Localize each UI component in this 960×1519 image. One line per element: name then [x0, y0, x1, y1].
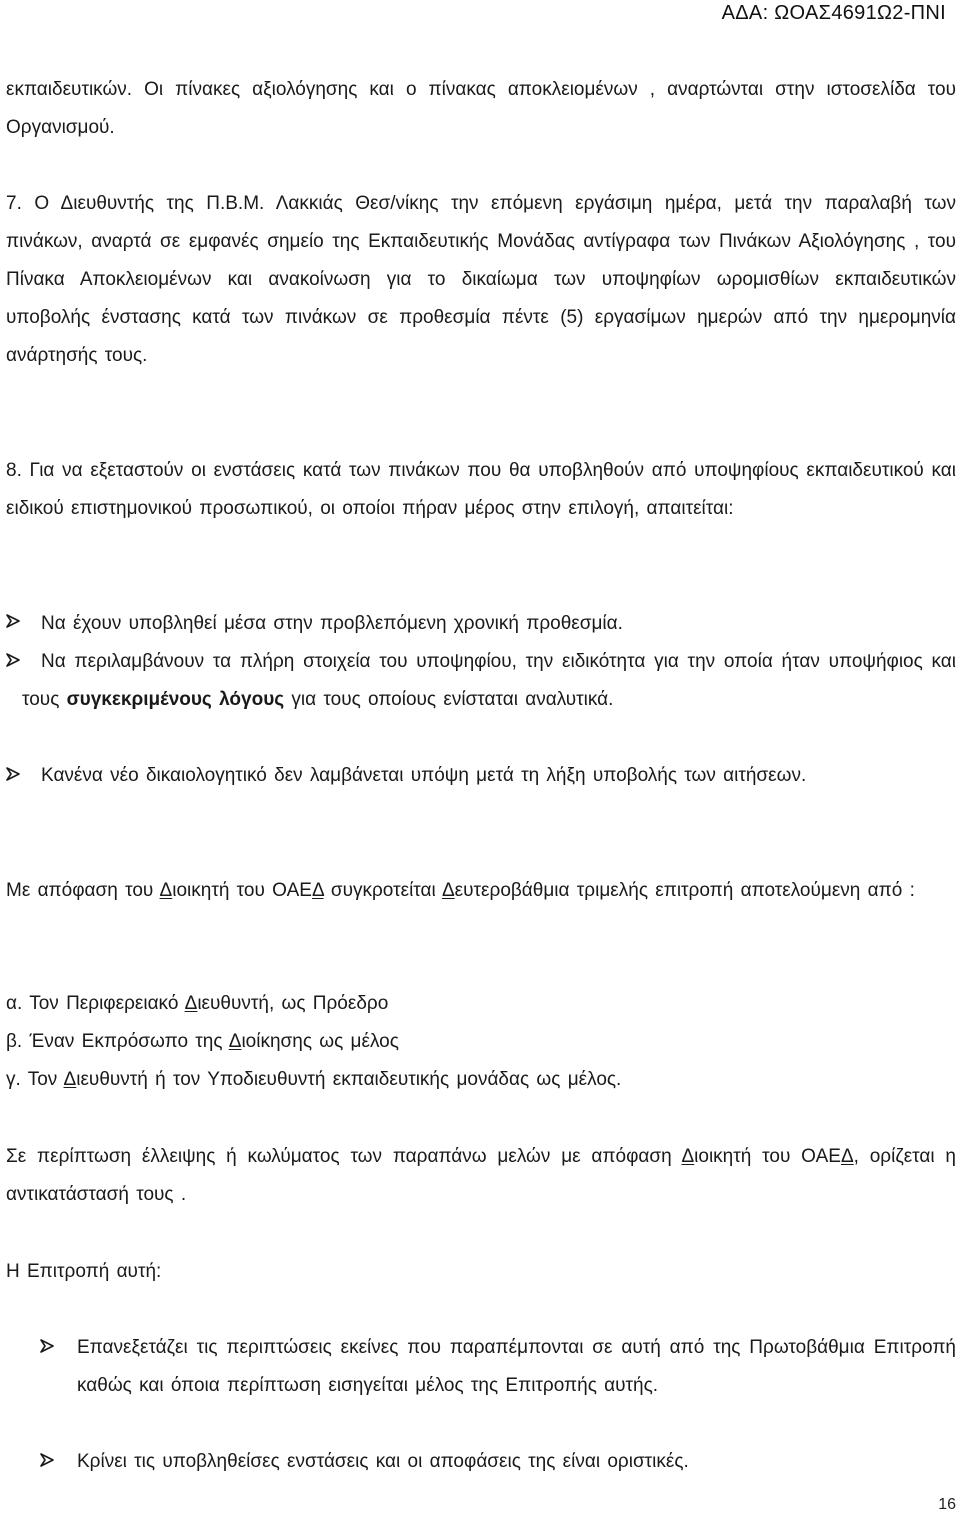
arrow-bullet-icon: [6, 767, 20, 781]
arrow-bullet-icon: [6, 614, 20, 628]
intro-paragraph: εκπαιδευτικών. Οι πίνακες αξιολόγησης και ο πίνακας αποκλειομένων , αναρτώνται στην ιστοσελίδα του Οργανισμού.: [6, 79, 956, 138]
absence-underlined-letter: Δ: [840, 1146, 854, 1167]
member-b: [6, 1023, 956, 1061]
requirement-2-text-end: για τους οποίους ενίσταται αναλυτικά.: [284, 689, 614, 710]
committee-text: Με απόφαση του: [6, 880, 160, 901]
committee-underlined-letter: Δ: [159, 880, 173, 901]
arrow-bullet-icon: [40, 1453, 54, 1467]
section-7-paragraph: 7. Ο Διευθυντής της Π.Β.Μ. Λακκιάς Θεσ/νίκης την επόμενη εργάσιμη ημέρα, μετά την παραλαβή των πινάκων, αναρτά σε εμφανές σημείο της Εκπαιδευτικής Μονάδας αντίγραφα των Πινάκων Αξιολόγησης , του Πίνακα Αποκλειομένων και ανακοίνωση για το δικαίωμα των υποψηφίων ωρομισθίων εκπαιδευτικών υποβολής ένστασης κατά των πινάκων σε προθεσμία πέντε (5) εργασίμων ημερών από την ημερομηνία ανάρτησής τους.: [6, 193, 956, 366]
committee-underlined-letter: Δ: [441, 880, 455, 901]
committee-text: συγκροτείται: [323, 880, 442, 901]
committee-text: ιοικητή του ΟΑΕ: [172, 880, 312, 901]
absence-text: Σε περίπτωση έλλειψης ή κωλύματος των παραπάνω μελών με απόφαση: [6, 1146, 682, 1167]
member-underlined-letter: Δ: [63, 1069, 77, 1090]
committee-underlined-letter: Δ: [311, 880, 324, 901]
member-text: β. Έναν Εκπρόσωπο της: [6, 1031, 229, 1052]
requirement-2-emphasis: συγκεκριμένους λόγους: [66, 689, 285, 710]
duty-item-1: Επανεξετάζει τις περιπτώσεις εκείνες που παραπέμπονται σε αυτή από της Πρωτοβάθμια Επιτροπή καθώς και όποια περίπτωση εισηγείται μέλος της Επιτροπής αυτής.: [77, 1337, 956, 1396]
committee-text: ευτεροβάθμια τριμελής επιτροπή αποτελούμενη από :: [454, 880, 915, 901]
member-a: [6, 985, 956, 1023]
requirement-item-2: [22, 643, 956, 719]
member-text: γ. Τον: [6, 1069, 64, 1090]
absence-text: , ορίζεται η αντικατάστασή τους .: [6, 1146, 957, 1205]
member-underlined-letter: Δ: [228, 1031, 242, 1052]
requirement-item-1: Να έχουν υποβληθεί μέσα στην προβλεπόμενη χρονική προθεσμία.: [41, 613, 623, 634]
member-text: ιευθυντή ή τον Υποδιευθυντή εκπαιδευτικής μονάδας ως μέλος.: [76, 1069, 622, 1090]
page-number: 16: [938, 1496, 956, 1513]
arrow-bullet-icon: [6, 653, 20, 667]
absence-underlined-letter: Δ: [681, 1146, 695, 1167]
committee-heading: Η Επιτροπή αυτή:: [6, 1261, 162, 1282]
member-text: ιοίκησης ως μέλος: [241, 1031, 399, 1052]
member-text: α. Τον Περιφερειακό: [6, 993, 185, 1014]
member-underlined-letter: Δ: [184, 993, 198, 1014]
section-8-paragraph: 8. Για να εξεταστούν οι ενστάσεις κατά των πινάκων που θα υποβληθούν από υποψηφίους εκπαιδευτικού και ειδικού επιστημονικού προσωπικού, οι οποίοι πήραν μέρος στην επιλογή, απαιτείται:: [6, 460, 956, 519]
absence-paragraph: [6, 1138, 956, 1214]
ada-code: ΑΔΑ: ΩΟΑΣ4691Ω2-ΠΝΙ: [721, 2, 946, 24]
requirement-item-3: Κανένα νέο δικαιολογητικό δεν λαμβάνεται υπόψη μετά τη λήξη υποβολής των αιτήσεων.: [41, 765, 807, 786]
requirement-2-text: Να περιλαμβάνουν τα πλήρη στοιχεία του υποψηφίου, την ειδικότητα για την οποία ήταν υποψήφιος και τους: [22, 651, 956, 710]
member-c: [6, 1061, 956, 1099]
member-text: ιευθυντή, ως Πρόεδρο: [197, 993, 389, 1014]
arrow-bullet-icon: [40, 1339, 54, 1353]
absence-text: ιοικητή του ΟΑΕ: [694, 1146, 841, 1167]
committee-paragraph: [6, 872, 956, 910]
duty-item-2: Κρίνει τις υποβληθείσες ενστάσεις και οι αποφάσεις της είναι οριστικές.: [77, 1451, 689, 1472]
